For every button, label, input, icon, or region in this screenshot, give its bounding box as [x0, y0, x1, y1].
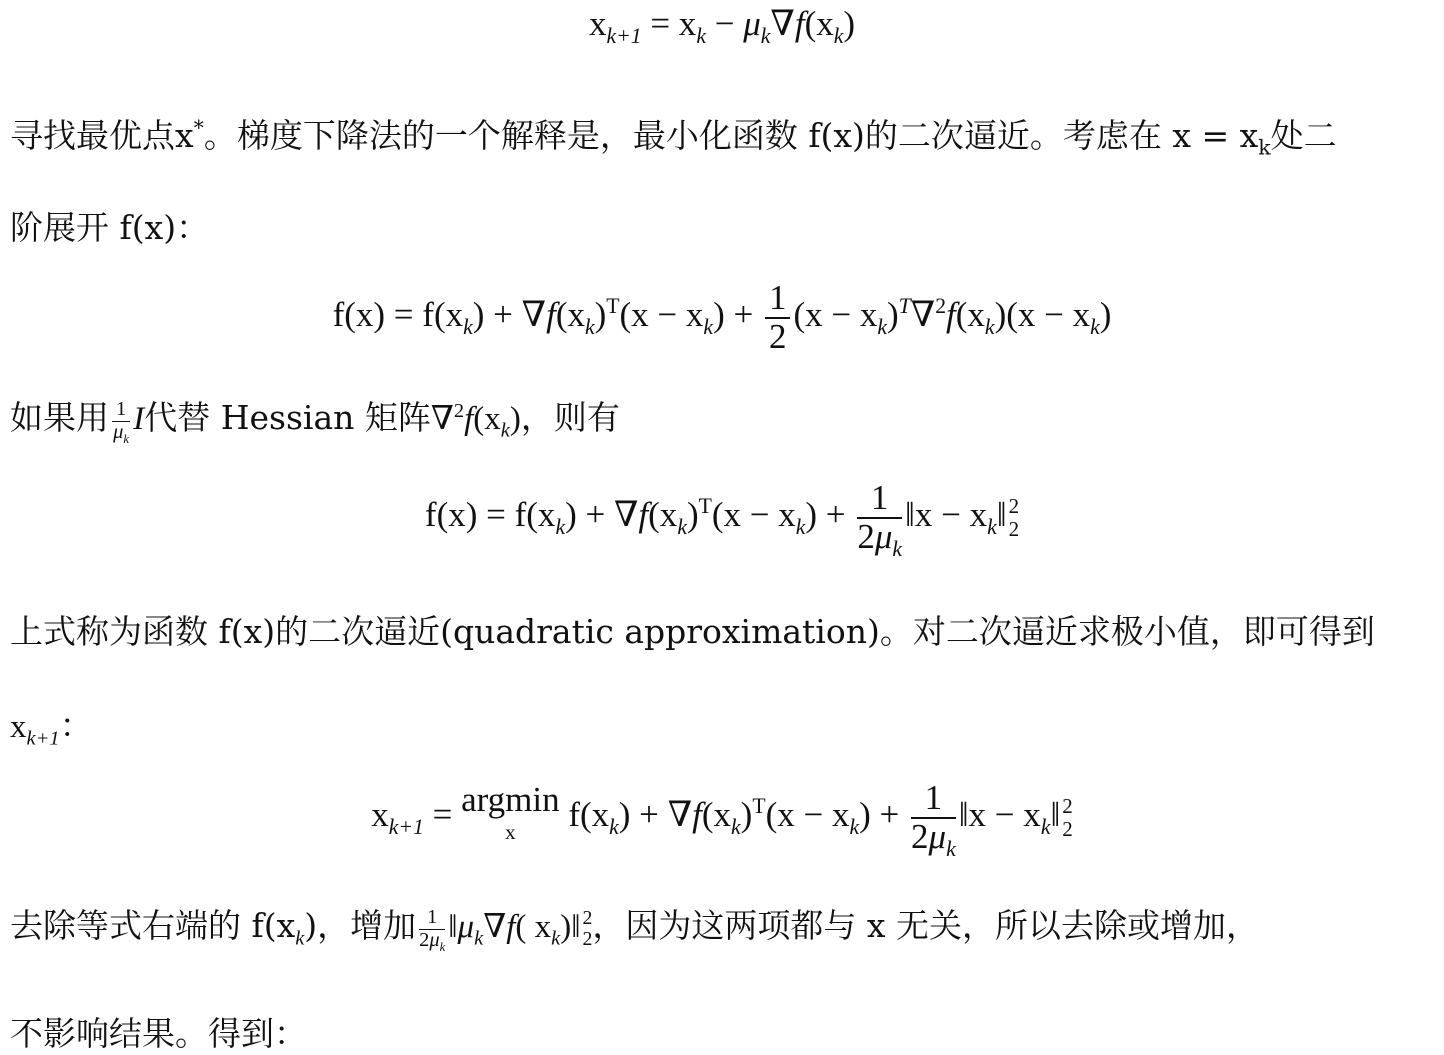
- equation-argmin: $x_{k+1} = argmin$ x $f(x_k) + \nabla f(x_k)^T(x - x_k)$ + $\frac{1}{2\mu_k}$ ‖x − $x_k‖$ 2 2: [371, 778, 1073, 861]
- paragraph-line: 不影响结果。得到：: [10, 1014, 307, 1053]
- fraction-one-over-two-mu: $\frac{1}{2\mu_k}$: [911, 778, 956, 861]
- equation-taylor-expansion: $f(x) = f(x_k) + \nabla f(x_k)^T(x - x_k)$ + $\frac{1}{2}$ $(x - x_k)^T\nabla^2f(x_k)(x - x_k)$: [332, 278, 1112, 356]
- subscript: k: [1258, 135, 1271, 160]
- paragraph-line: 去除等式右端的 $f(x_k)$，增加 $\frac{1}{2\mu_k}$ $‖\mu_k\nabla f$( $x_k)‖$ 2 2 ，因为这两项都与 x 无关，所以去除或增加，: [10, 906, 1259, 954]
- fraction-half: $\frac{1}{2}$: [765, 280, 791, 356]
- text-span: ：: [59, 706, 93, 745]
- fraction-inverse-mu: $\frac{1}{\mu_k}$: [113, 398, 130, 446]
- text-span: ，则有: [520, 398, 620, 437]
- argmin-operator: argmin x: [461, 780, 560, 844]
- text-span: 寻找最优点x: [10, 116, 194, 155]
- paragraph-line: [10, 110, 1337, 160]
- text-span: 如果用: [10, 398, 109, 437]
- paragraph-line: 阶展开 f(x)：: [10, 208, 210, 247]
- paragraph-line: 如果用 $\frac{1}{\mu_k}$ I代替 Hessian 矩阵$\nabla^2f(x_k)$，则有: [10, 398, 620, 446]
- text-span: 代替 Hessian 矩阵: [144, 398, 431, 437]
- text-span: 处二: [1270, 116, 1337, 155]
- text-span: ，因为这两项都与 x 无关，所以去除或增加，: [592, 906, 1259, 945]
- text-span: 。梯度下降法的一个解释是，最小化函数 f(x)的二次逼近。考虑在 x = x: [203, 116, 1259, 155]
- fraction-one-over-two-mu: $\frac{1}{2\mu_k}$: [857, 478, 903, 561]
- text-span: 去除等式右端的 f(x: [10, 906, 296, 945]
- paragraph-line: 上式称为函数 f(x)的二次逼近(quadratic approximation)。对二次逼近求极小值，即可得到: [10, 612, 1375, 651]
- superscript: *: [193, 116, 204, 140]
- text-span: )，增加: [304, 906, 417, 945]
- paragraph-line: $x_{k+1}$：: [10, 706, 93, 750]
- equation-quadratic-approximation: $f(x) = f(x_k) + \nabla f(x_k)^T(x - x_k)$ + $\frac{1}{2\mu_k}$ ‖x − $x_k‖$ 2 2: [424, 478, 1020, 561]
- fraction-one-over-two-mu: $\frac{1}{2\mu_k}$: [419, 906, 446, 954]
- equation-gradient-step: $x_{k+1} = x_k - \mu_k\nabla f(x_k)$: [588, 4, 856, 48]
